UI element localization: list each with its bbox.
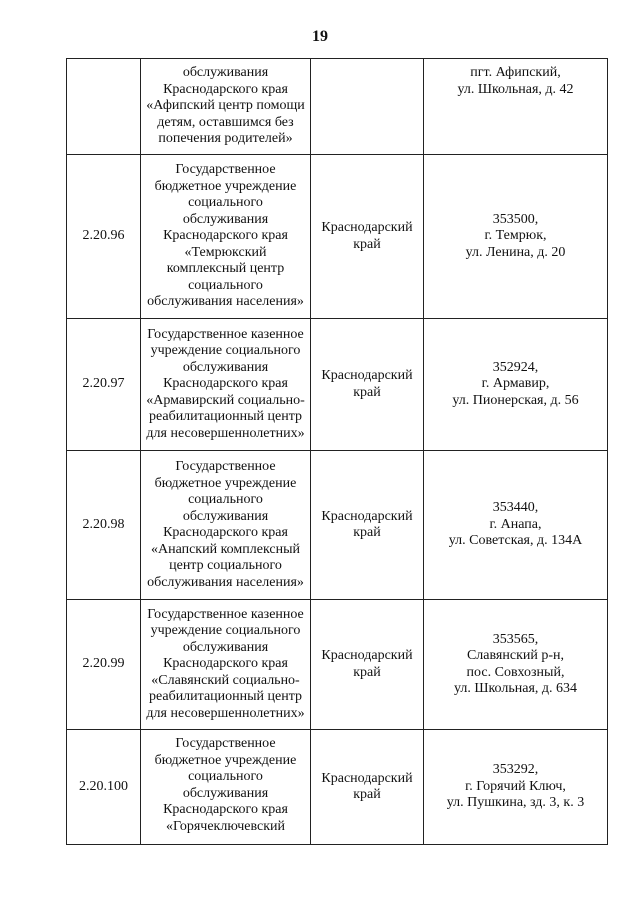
row-number-cell: 2.20.98 — [67, 451, 141, 600]
region-cell: Краснодарский край — [311, 451, 424, 600]
institution-name-cell: Государственное казенное учреждение социального обслуживания Краснодарского края «Славянский социально- реабилитационный центр для несовершеннолетних» — [141, 600, 311, 730]
institutions-table — [66, 58, 608, 845]
region-cell — [311, 59, 424, 155]
address-cell: 353440, г. Анапа, ул. Советская, д. 134А — [424, 451, 608, 600]
address-cell: 353565, Славянский р-н, пос. Совхозный, ул. Школьная, д. 634 — [424, 600, 608, 730]
institution-name-cell: Государственное бюджетное учреждение социального обслуживания Краснодарского края «Темрюкский комплексный центр социального обслуживания населения» — [141, 155, 311, 319]
table-row — [67, 319, 608, 451]
row-number-cell: 2.20.96 — [67, 155, 141, 319]
table-row — [67, 451, 608, 600]
region-cell: Краснодарский край — [311, 730, 424, 845]
address-cell: 353292, г. Горячий Ключ, ул. Пушкина, зд. 3, к. 3 — [424, 730, 608, 845]
region-cell: Краснодарский край — [311, 600, 424, 730]
address-cell: 353500, г. Темрюк, ул. Ленина, д. 20 — [424, 155, 608, 319]
row-number-cell — [67, 59, 141, 155]
region-cell: Краснодарский край — [311, 319, 424, 451]
row-number-cell: 2.20.99 — [67, 600, 141, 730]
table-row — [67, 600, 608, 730]
row-number-cell: 2.20.97 — [67, 319, 141, 451]
table-row — [67, 59, 608, 155]
region-cell: Краснодарский край — [311, 155, 424, 319]
row-number-cell: 2.20.100 — [67, 730, 141, 845]
institution-name-cell: Государственное бюджетное учреждение социального обслуживания Краснодарского края «Горячеключевский — [141, 730, 311, 845]
address-cell: пгт. Афипский, ул. Школьная, д. 42 — [424, 59, 608, 155]
table-row — [67, 730, 608, 845]
institution-name-cell: обслуживания Краснодарского края «Афипский центр помощи детям, оставшимся без попечения родителей» — [141, 59, 311, 155]
address-cell: 352924, г. Армавир, ул. Пионерская, д. 56 — [424, 319, 608, 451]
table-row — [67, 155, 608, 319]
institution-name-cell: Государственное казенное учреждение социального обслуживания Краснодарского края «Армавирский социально- реабилитационный центр для несовершеннолетних» — [141, 319, 311, 451]
institution-name-cell: Государственное бюджетное учреждение социального обслуживания Краснодарского края «Анапский комплексный центр социального обслуживания населения» — [141, 451, 311, 600]
page-number: 19 — [312, 28, 328, 45]
